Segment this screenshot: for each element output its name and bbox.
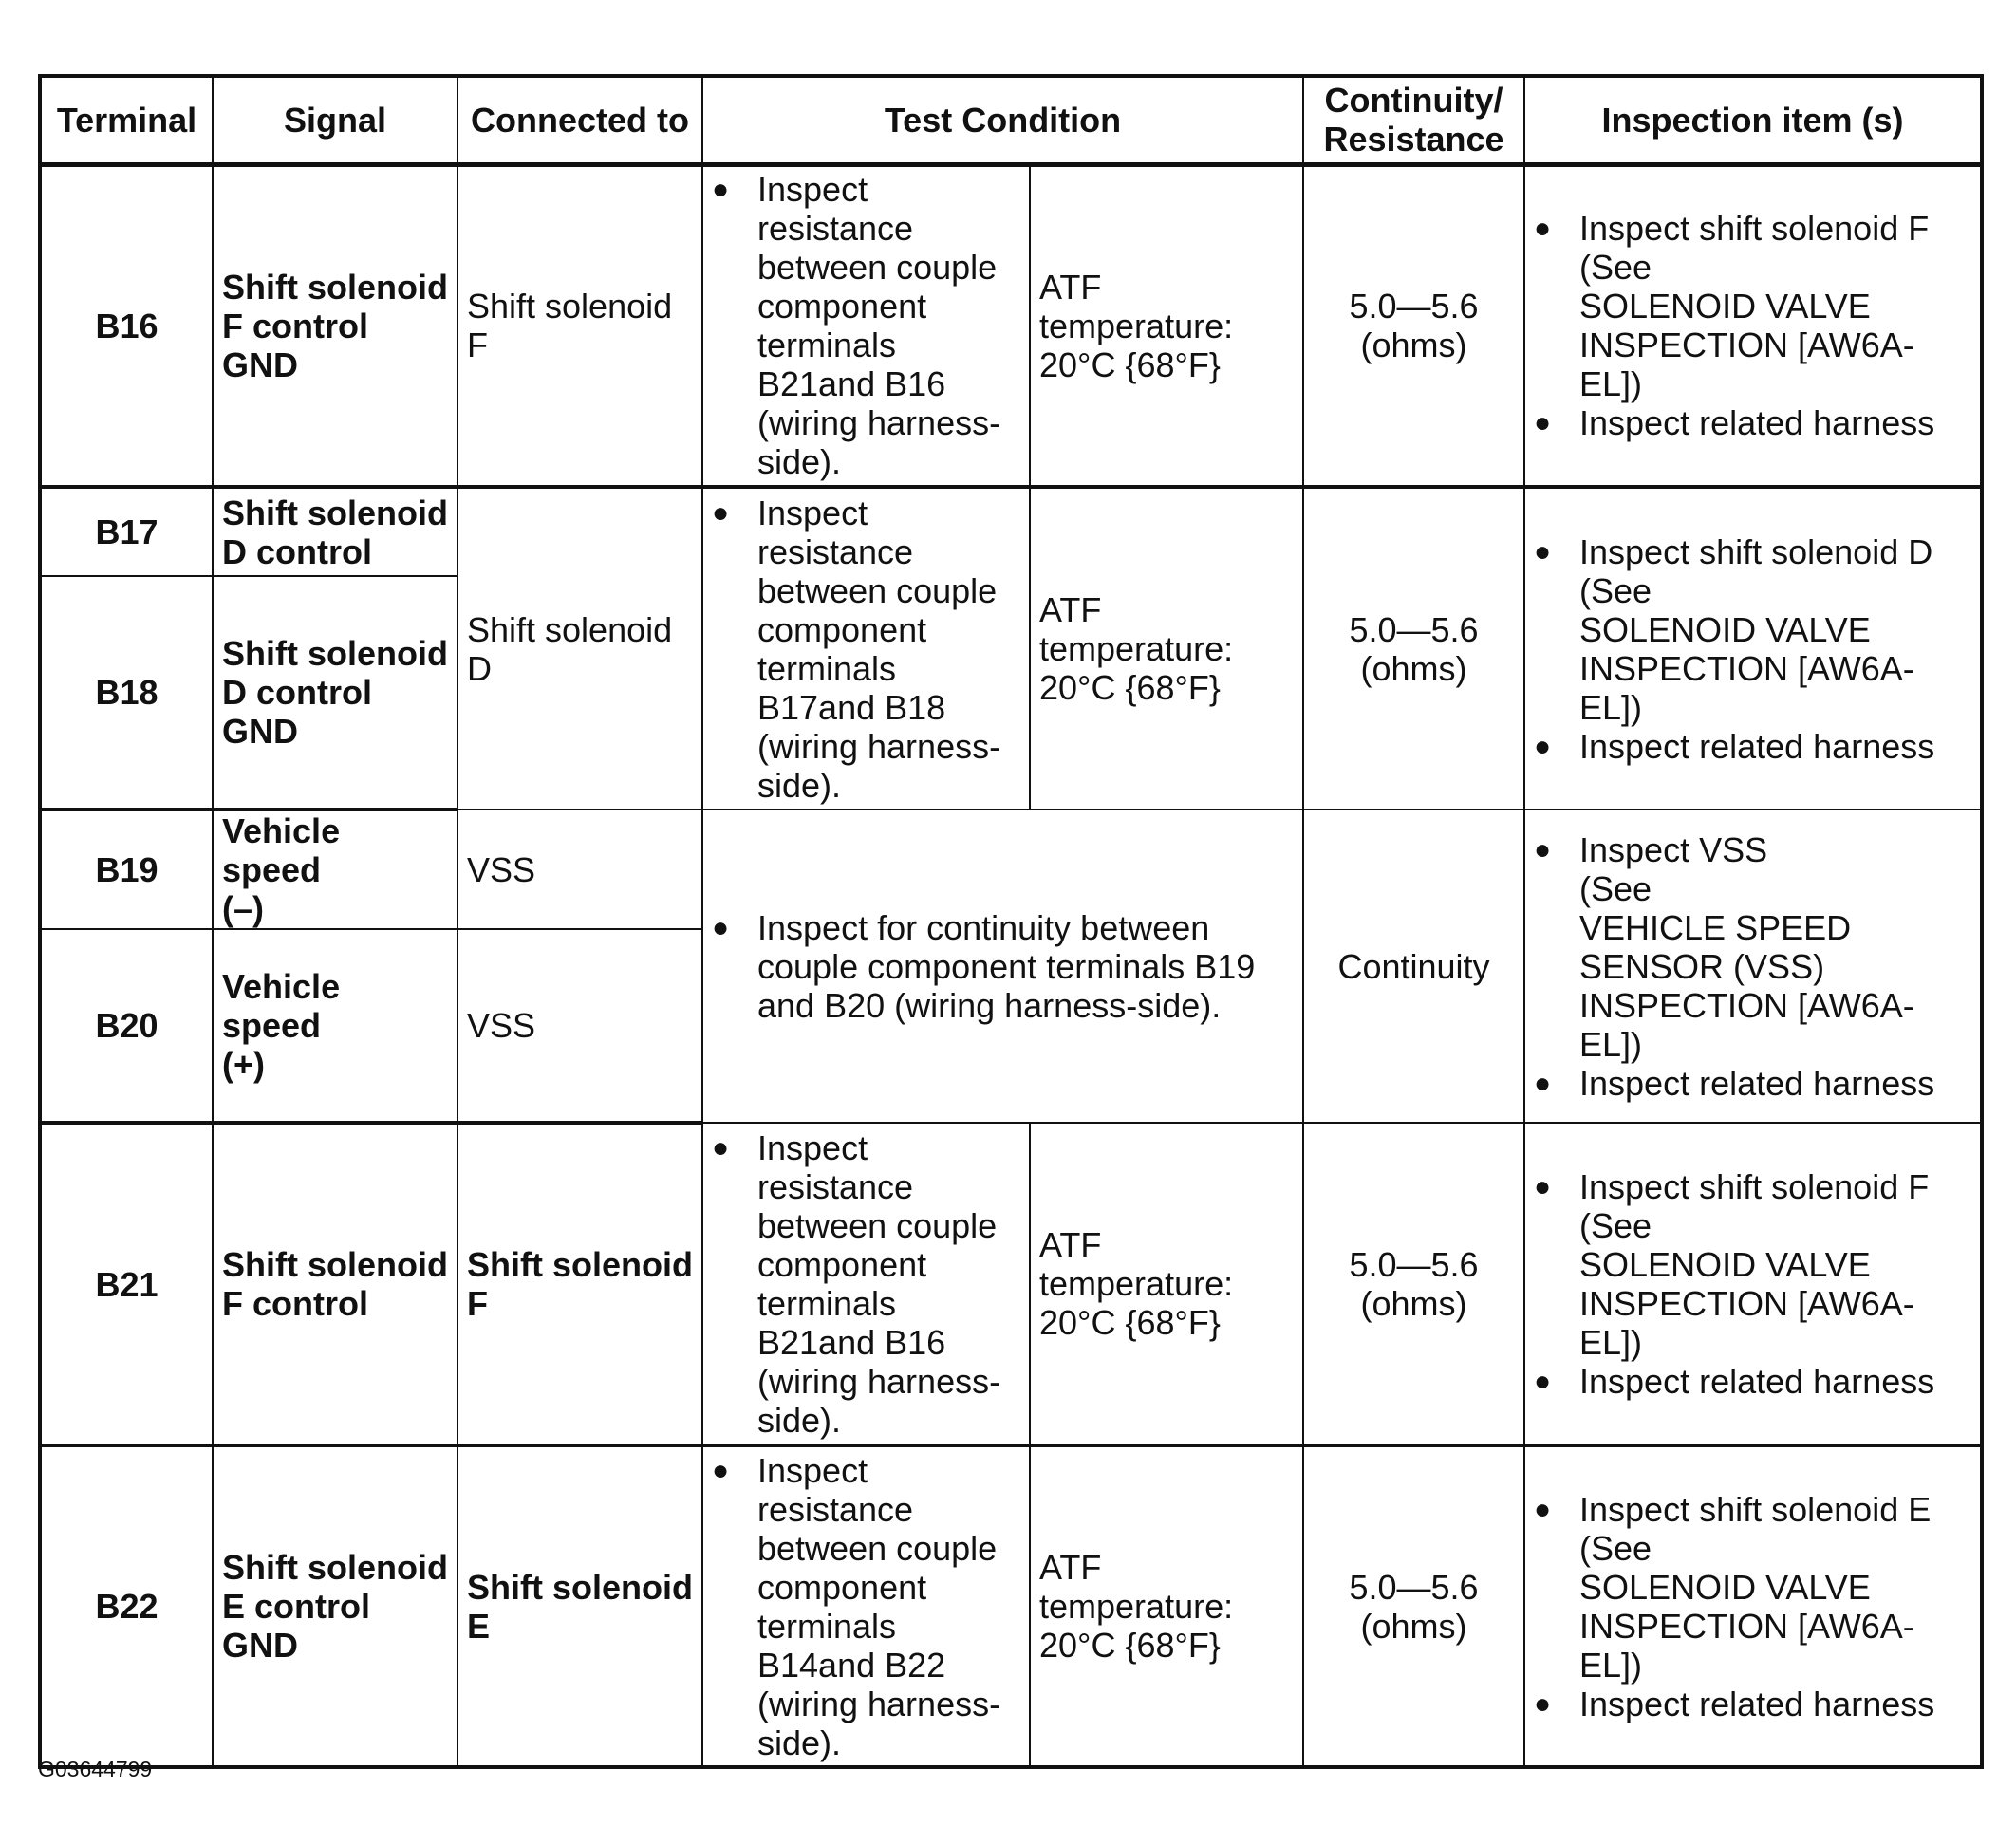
inspection-bullet bbox=[1534, 1167, 1971, 1206]
condition-line: temperature: bbox=[1039, 1587, 1234, 1626]
inspection-bullet bbox=[1534, 532, 1971, 571]
header-inspection-items: Inspection item (s) bbox=[1524, 76, 1982, 164]
signal-line: (–) bbox=[222, 889, 264, 928]
connected-to-cell bbox=[457, 487, 702, 810]
reference-line: (See bbox=[1579, 1528, 1652, 1568]
test-line: (wiring harness- bbox=[757, 403, 1001, 443]
reference-line: SOLENOID VALVE bbox=[1579, 287, 1871, 326]
test-line: (wiring harness- bbox=[757, 726, 1001, 766]
test-bullet bbox=[712, 908, 1294, 1025]
reference-line: EL]) bbox=[1579, 364, 1643, 404]
signal-line: Shift solenoid bbox=[222, 1245, 448, 1284]
test-condition-cell bbox=[1030, 1123, 1303, 1445]
reference-line: INSPECTION [AW6A- bbox=[1579, 1606, 1914, 1646]
value-line: (ohms) bbox=[1360, 1283, 1467, 1323]
test-line: side). bbox=[757, 1723, 842, 1762]
signal-line: F control bbox=[222, 1284, 368, 1323]
table-row-b21 bbox=[40, 1123, 1982, 1445]
table-row-b22 bbox=[40, 1445, 1982, 1767]
terminal-cell: B18 bbox=[40, 576, 213, 810]
terminal-cell: B20 bbox=[40, 929, 213, 1123]
reference-line: SOLENOID VALVE bbox=[1579, 1244, 1871, 1284]
bullet-icon: ● bbox=[1534, 407, 1552, 439]
inspection-cell bbox=[1524, 810, 1982, 1123]
bullet-icon: ● bbox=[1534, 1170, 1552, 1202]
table-row-b19 bbox=[40, 810, 1982, 929]
value-line: (ohms) bbox=[1360, 1606, 1467, 1646]
value-line: (ohms) bbox=[1360, 648, 1467, 688]
inspection-reference bbox=[1534, 1206, 1971, 1362]
connected-line: F bbox=[467, 1284, 488, 1323]
inspection-bullet bbox=[1534, 403, 1971, 442]
test-line: couple component terminals B19 bbox=[757, 946, 1256, 986]
inspection-item: Inspect VSS bbox=[1579, 829, 1768, 869]
figure-id: G03644799 bbox=[38, 1757, 153, 1781]
bullet-icon: ● bbox=[1534, 730, 1552, 762]
condition-line: ATF bbox=[1039, 1225, 1102, 1264]
signal-line: D control GND bbox=[222, 673, 372, 751]
test-line: resistance bbox=[757, 1166, 914, 1206]
test-condition-cell bbox=[1030, 1445, 1303, 1767]
test-line: B21and B16 bbox=[757, 364, 946, 404]
reference-line: (See bbox=[1579, 570, 1652, 610]
test-line: between couple bbox=[757, 1528, 998, 1568]
inspection-item: Inspect related harness bbox=[1579, 1361, 1935, 1401]
inspection-item: Inspect shift solenoid F bbox=[1579, 1166, 1930, 1206]
inspection-reference bbox=[1534, 248, 1971, 403]
inspection-item: Inspect related harness bbox=[1579, 403, 1935, 443]
resistance-cell bbox=[1303, 1445, 1524, 1767]
reference-line: INSPECTION [AW6A- bbox=[1579, 985, 1914, 1025]
test-line: Inspect bbox=[757, 493, 868, 532]
test-line: component bbox=[757, 1244, 927, 1284]
bullet-icon: ● bbox=[712, 1131, 730, 1164]
test-line: (wiring harness- bbox=[757, 1361, 1001, 1401]
reference-line: EL]) bbox=[1579, 687, 1643, 727]
test-condition-cell bbox=[1030, 164, 1303, 487]
inspection-cell bbox=[1524, 1445, 1982, 1767]
signal-cell bbox=[213, 1123, 457, 1445]
test-bullet bbox=[712, 494, 1020, 805]
bullet-icon: ● bbox=[1534, 833, 1552, 866]
header-signal: Signal bbox=[213, 76, 457, 164]
test-line: Inspect bbox=[757, 1127, 868, 1167]
condition-line: 20°C {68°F} bbox=[1039, 668, 1221, 707]
test-line: between couple bbox=[757, 248, 998, 288]
bullet-icon: ● bbox=[1534, 213, 1552, 245]
condition-line: temperature: bbox=[1039, 306, 1234, 345]
connected-to-cell bbox=[457, 1445, 702, 1767]
bullet-icon: ● bbox=[712, 174, 730, 206]
reference-line: EL]) bbox=[1579, 1645, 1643, 1685]
inspection-cell bbox=[1524, 1123, 1982, 1445]
terminal-cell: B19 bbox=[40, 810, 213, 929]
header-connected-to: Connected to bbox=[457, 76, 702, 164]
signal-cell bbox=[213, 810, 457, 929]
condition-line: 20°C {68°F} bbox=[1039, 1303, 1221, 1342]
bullet-icon: ● bbox=[1534, 1493, 1552, 1525]
inspection-item: Inspect related harness bbox=[1579, 1063, 1935, 1103]
signal-line: Shift solenoid bbox=[222, 493, 448, 532]
inspection-reference bbox=[1534, 571, 1971, 727]
condition-line: 20°C {68°F} bbox=[1039, 345, 1221, 384]
inspection-bullet bbox=[1534, 209, 1971, 248]
connected-line: Shift solenoid bbox=[467, 287, 673, 326]
header-row bbox=[40, 76, 1982, 164]
bullet-icon: ● bbox=[1534, 1687, 1552, 1720]
test-line: side). bbox=[757, 1400, 842, 1440]
test-line: resistance bbox=[757, 531, 914, 571]
test-bullet bbox=[712, 1451, 1020, 1762]
reference-line: VEHICLE SPEED bbox=[1579, 907, 1852, 947]
terminal-cell: B16 bbox=[40, 164, 213, 487]
connected-to-cell bbox=[457, 1123, 702, 1445]
signal-cell bbox=[213, 929, 457, 1123]
value-line: 5.0—5.6 bbox=[1349, 287, 1479, 326]
connected-line: Shift solenoid bbox=[467, 609, 673, 649]
value-line: 5.0—5.6 bbox=[1349, 1567, 1479, 1607]
signal-cell bbox=[213, 164, 457, 487]
test-procedure-cell bbox=[702, 487, 1030, 810]
condition-line: 20°C {68°F} bbox=[1039, 1626, 1221, 1665]
inspection-item: Inspect related harness bbox=[1579, 1684, 1935, 1723]
resistance-cell bbox=[1303, 164, 1524, 487]
connected-to-cell bbox=[457, 164, 702, 487]
signal-line: E control GND bbox=[222, 1587, 371, 1665]
signal-cell bbox=[213, 487, 457, 576]
test-procedure-cell bbox=[702, 1123, 1030, 1445]
connected-line: Shift solenoid bbox=[467, 1567, 693, 1607]
test-line: terminals bbox=[757, 1606, 897, 1646]
condition-line: ATF bbox=[1039, 1548, 1102, 1587]
header-continuity-resistance bbox=[1303, 76, 1524, 164]
resistance-cell bbox=[1303, 487, 1524, 810]
connected-to-cell: VSS bbox=[457, 929, 702, 1123]
inspection-bullet bbox=[1534, 1064, 1971, 1103]
reference-line: INSPECTION [AW6A- bbox=[1579, 648, 1914, 688]
inspection-bullet bbox=[1534, 727, 1971, 766]
table-row-b17 bbox=[40, 487, 1982, 576]
test-line: terminals bbox=[757, 326, 897, 365]
bullet-icon: ● bbox=[712, 911, 730, 943]
bullet-icon: ● bbox=[1534, 1067, 1552, 1099]
test-line: between couple bbox=[757, 1205, 998, 1245]
inspection-cell bbox=[1524, 164, 1982, 487]
test-line: B14and B22 bbox=[757, 1645, 946, 1685]
test-line: side). bbox=[757, 442, 842, 482]
inspection-bullet bbox=[1534, 1362, 1971, 1401]
test-bullet bbox=[712, 1128, 1020, 1440]
connected-line: F bbox=[467, 326, 488, 365]
condition-line: ATF bbox=[1039, 267, 1102, 307]
terminal-cell: B22 bbox=[40, 1445, 213, 1767]
reference-line: (See bbox=[1579, 868, 1652, 908]
test-line: Inspect bbox=[757, 1450, 868, 1490]
test-condition-cell bbox=[1030, 487, 1303, 810]
bullet-icon: ● bbox=[1534, 1365, 1552, 1397]
test-line: component bbox=[757, 287, 927, 326]
reference-line: SOLENOID VALVE bbox=[1579, 1567, 1871, 1607]
continuity-cell: Continuity bbox=[1303, 810, 1524, 1123]
test-line: B21and B16 bbox=[757, 1322, 946, 1362]
test-line: between couple bbox=[757, 570, 998, 610]
test-line: B17and B18 bbox=[757, 687, 946, 727]
test-line: terminals bbox=[757, 1283, 897, 1323]
bullet-icon: ● bbox=[712, 496, 730, 529]
test-line: (wiring harness- bbox=[757, 1684, 1001, 1723]
header-continuity-line2: Resistance bbox=[1323, 120, 1504, 159]
terminal-cell: B17 bbox=[40, 487, 213, 576]
test-procedure-cell bbox=[702, 1445, 1030, 1767]
reference-line: EL]) bbox=[1579, 1322, 1643, 1362]
header-test-condition: Test Condition bbox=[702, 76, 1303, 164]
signal-line: Vehicle speed bbox=[222, 967, 341, 1045]
table-row-b16 bbox=[40, 164, 1982, 487]
test-line: component bbox=[757, 609, 927, 649]
signal-line: (+) bbox=[222, 1045, 265, 1084]
signal-line: Shift solenoid bbox=[222, 1548, 448, 1587]
reference-line: EL]) bbox=[1579, 1024, 1643, 1064]
value-line: 5.0—5.6 bbox=[1349, 609, 1479, 649]
test-procedure-cell bbox=[702, 164, 1030, 487]
signal-line: Shift solenoid bbox=[222, 267, 448, 307]
connected-to-cell: VSS bbox=[457, 810, 702, 929]
reference-line: (See bbox=[1579, 248, 1652, 288]
reference-line: INSPECTION [AW6A- bbox=[1579, 326, 1914, 365]
signal-line: F control GND bbox=[222, 306, 368, 384]
condition-line: temperature: bbox=[1039, 629, 1234, 668]
signal-line: D control bbox=[222, 531, 372, 571]
inspection-bullet bbox=[1534, 830, 1971, 869]
test-bullet bbox=[712, 170, 1020, 481]
bullet-icon: ● bbox=[1534, 535, 1552, 568]
terminal-cell: B21 bbox=[40, 1123, 213, 1445]
value-line: (ohms) bbox=[1360, 326, 1467, 365]
test-line: resistance bbox=[757, 209, 914, 249]
reference-line: INSPECTION [AW6A- bbox=[1579, 1283, 1914, 1323]
header-continuity-line1: Continuity/ bbox=[1324, 81, 1503, 121]
inspection-item: Inspect related harness bbox=[1579, 726, 1935, 766]
condition-line: ATF bbox=[1039, 590, 1102, 629]
test-line: terminals bbox=[757, 648, 897, 688]
inspection-item: Inspect shift solenoid F bbox=[1579, 209, 1930, 249]
terminal-inspection-table bbox=[38, 74, 1984, 1769]
test-line: and B20 (wiring harness-side). bbox=[757, 985, 1222, 1025]
connected-line: D bbox=[467, 648, 492, 688]
inspection-bullet bbox=[1534, 1490, 1971, 1529]
inspection-reference bbox=[1534, 1529, 1971, 1685]
signal-line: Vehicle speed bbox=[222, 811, 341, 889]
header-terminal: Terminal bbox=[40, 76, 213, 164]
resistance-cell bbox=[1303, 1123, 1524, 1445]
inspection-reference bbox=[1534, 869, 1971, 1064]
value-line: 5.0—5.6 bbox=[1349, 1244, 1479, 1284]
reference-line: SENSOR (VSS) bbox=[1579, 946, 1825, 986]
test-line: Inspect bbox=[757, 170, 868, 210]
connected-line: E bbox=[467, 1606, 491, 1646]
inspection-cell bbox=[1524, 487, 1982, 810]
test-procedure-cell bbox=[702, 810, 1303, 1123]
test-line: side). bbox=[757, 765, 842, 805]
signal-line: Shift solenoid bbox=[222, 634, 448, 673]
test-line: Inspect for continuity between bbox=[757, 907, 1210, 947]
connected-line: Shift solenoid bbox=[467, 1245, 693, 1284]
condition-line: temperature: bbox=[1039, 1264, 1234, 1303]
signal-cell bbox=[213, 1445, 457, 1767]
reference-line: SOLENOID VALVE bbox=[1579, 609, 1871, 649]
test-line: resistance bbox=[757, 1489, 914, 1529]
signal-cell bbox=[213, 576, 457, 810]
test-line: component bbox=[757, 1567, 927, 1607]
bullet-icon: ● bbox=[712, 1454, 730, 1486]
reference-line: (See bbox=[1579, 1205, 1652, 1245]
inspection-item: Inspect shift solenoid E bbox=[1579, 1489, 1932, 1529]
inspection-bullet bbox=[1534, 1685, 1971, 1723]
inspection-item: Inspect shift solenoid D bbox=[1579, 531, 1933, 571]
